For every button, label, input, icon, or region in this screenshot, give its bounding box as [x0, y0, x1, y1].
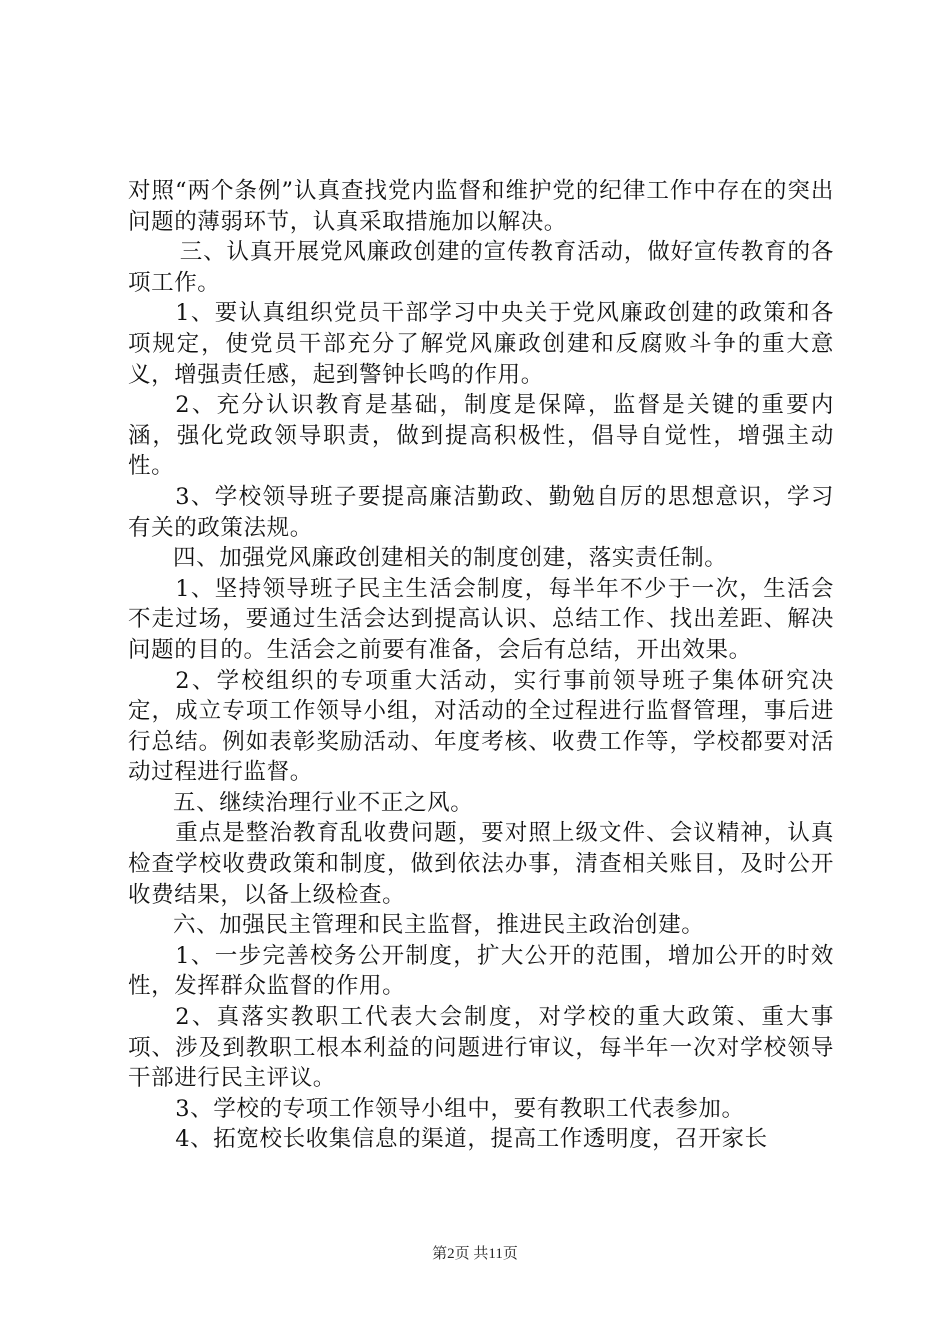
list-item-3-3: 3、学校领导班子要提高廉洁勤政、勤勉自厉的思想意识，学习有关的政策法规。 — [128, 483, 834, 541]
section-heading-3: 三、认真开展党风廉政创建的宣传教育活动，做好宣传教育的各项工作。 — [128, 239, 834, 296]
paragraph-1: 对照“两个条例”认真查找党内监督和维护党的纪律工作中存在的突出问题的薄弱环节，认真采取措施加以解决。 — [128, 178, 834, 235]
section-heading-5: 五、继续治理行业不正之风。 — [173, 789, 474, 816]
section-heading-6: 六、加强民主管理和民主监督，推进民主政治创建。 — [173, 912, 705, 939]
list-item-6-2: 2、真落实教职工代表大会制度，对学校的重大政策、重大事项、涉及到教职工根本利益的问题进行审议，每半年一次对学校领导干部进行民主评议。 — [128, 1004, 834, 1092]
list-item-3-2: 2、充分认识教育是基础，制度是保障，监督是关键的重要内涵，强化党政领导职责，做到提高积极性，倡导自觉性，增强主动性。 — [128, 392, 834, 480]
document-body — [128, 176, 834, 1155]
list-item-3-1: 1、要认真组织党员干部学习中央关于党风廉政创建的政策和各项规定，使党员干部充分了解党风廉政创建和反腐败斗争的重大意义，增强责任感，起到警钟长鸣的作用。 — [128, 300, 834, 388]
section-heading-4: 四、加强党风廉政创建相关的制度创建，落实责任制。 — [173, 545, 728, 572]
list-item-6-4: 4、拓宽校长收集信息的渠道，提高工作透明度，召开家长 — [175, 1126, 768, 1153]
paragraph-5-body: 重点是整治教育乱收费问题，要对照上级文件、会议精神，认真检查学校收费政策和制度，做到依法办事，清查相关账目，及时公开收费结果，以备上级检查。 — [128, 820, 834, 908]
page-number-footer: 第2页 共11页 — [432, 1246, 518, 1262]
list-item-6-3: 3、学校的专项工作领导小组中，要有教职工代表参加。 — [175, 1095, 745, 1122]
list-item-4-2: 2、学校组织的专项重大活动，实行事前领导班子集体研究决定，成立专项工作领导小组，对活动的全过程进行监督管理，事后进行总结。例如表彰奖励活动、年度考核、收费工作等，学校都要对活动过程进行监督。 — [128, 667, 834, 786]
list-item-4-1: 1、坚持领导班子民主生活会制度，每半年不少于一次，生活会不走过场，要通过生活会达到提高认识、总结工作、找出差距、解决问题的目的。生活会之前要有准备，会后有总结，开出效果。 — [128, 575, 834, 663]
list-item-6-1: 1、一步完善校务公开制度，扩大公开的范围，增加公开的时效性，发挥群众监督的作用。 — [128, 942, 834, 1000]
